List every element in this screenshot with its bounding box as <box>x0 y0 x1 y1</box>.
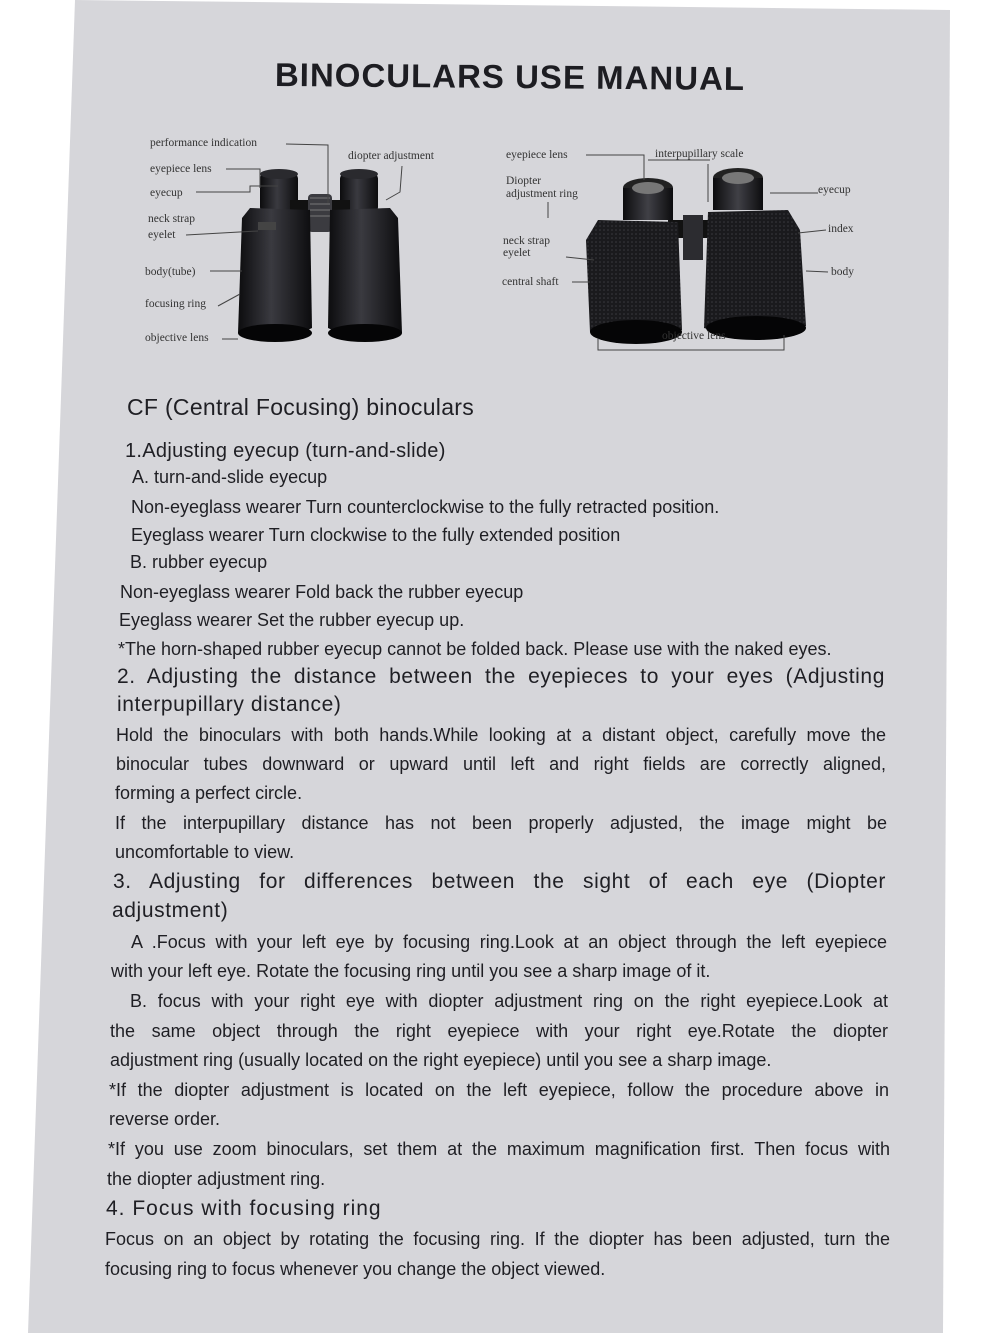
label-index: index <box>828 223 854 235</box>
label-eyepiece-lens: eyepiece lens <box>506 149 568 161</box>
text-line: with your left eye. Rotate the focusing ring until you see a sharp image of it. <box>111 961 711 981</box>
section-title: CF (Central Focusing) binoculars <box>127 394 475 420</box>
step-1b-heading: B. rubber eyecup <box>130 552 268 572</box>
text-line: If the interpupillary distance has not been properly adjusted, the image might be <box>115 813 887 833</box>
label-neck-strap-eyelet: eyelet <box>148 229 176 241</box>
note-line: reverse order. <box>109 1109 221 1129</box>
binoculars-diagram-right <box>498 140 868 355</box>
label-body: body <box>831 266 854 278</box>
label-eyecup: eyecup <box>818 184 851 196</box>
label-central-shaft: central shaft <box>502 276 559 288</box>
text-line: binocular tubes downward or upward until left and right fields are correctly aligned, <box>116 754 886 774</box>
text-line: Eyeglass wearer Set the rubber eyecup up. <box>119 610 465 630</box>
text-line: Non-eyeglass wearer Fold back the rubber eyecup <box>120 582 524 602</box>
note-line: *The horn-shaped rubber eyecup cannot be folded back. Please use with the naked eyes. <box>118 639 832 659</box>
note-line: *If the diopter adjustment is located on the left eyepiece, follow the procedure above in <box>109 1080 889 1100</box>
binoculars-diagram-left <box>140 128 470 353</box>
label-objective-lens: objective lens <box>145 332 209 344</box>
label-focusing-ring: focusing ring <box>145 298 207 310</box>
label-diopter: Diopter <box>506 175 542 187</box>
note-line: the diopter adjustment ring. <box>107 1169 326 1189</box>
step-3-heading-cont: adjustment) <box>112 899 229 922</box>
label-eyepiece-lens: eyepiece lens <box>150 163 212 175</box>
central-shaft-shape <box>683 215 703 260</box>
text-line: Focus on an object by rotating the focusing ring. If the diopter has been adjusted, turn the <box>105 1229 890 1249</box>
text-line: A .Focus with your left eye by focusing ring.Look at an object through the left eyepiece <box>131 932 887 952</box>
step-1-heading: 1.Adjusting eyecup (turn-and-slide) <box>125 440 446 462</box>
step-2-heading-cont: interpupillary distance) <box>117 693 342 716</box>
label-neck-strap: neck strap <box>148 213 195 225</box>
note-line: *If you use zoom binoculars, set them at the maximum magnification first. Then focus with <box>108 1139 890 1159</box>
step-1a-heading: A. turn-and-slide eyecup <box>132 467 328 487</box>
label-neck-strap: neck strap <box>503 235 550 247</box>
label-eyecup: eyecup <box>150 187 183 199</box>
label-body-tube: body(tube) <box>145 266 196 278</box>
label-diopter-adjustment-ring: adjustment ring <box>506 188 578 200</box>
label-performance-indication: performance indication <box>150 137 257 149</box>
label-diopter-adjustment: diopter adjustment <box>348 150 434 162</box>
text-line: focusing ring to focus whenever you change the object viewed. <box>105 1259 606 1279</box>
text-line: Non-eyeglass wearer Turn counterclockwise to the fully retracted position. <box>131 497 720 517</box>
text-line: uncomfortable to view. <box>115 842 295 862</box>
text-line: adjustment ring (usually located on the right eyepiece) until you see a sharp image. <box>110 1050 772 1070</box>
step-4-heading: 4. Focus with focusing ring <box>106 1197 382 1220</box>
page-title: BINOCULARS USE MANUAL <box>274 55 746 98</box>
right-body-shape <box>328 208 402 337</box>
text-line: Eyeglass wearer Turn clockwise to the fully extended position <box>131 525 621 545</box>
step-3-heading: 3. Adjusting for differences between the sight of each eye (Diopter <box>113 870 886 893</box>
text-line: B. focus with your right eye with diopter adjustment ring on the right eyepiece.Look at <box>130 991 888 1011</box>
label-neck-strap-eyelet: eyelet <box>503 247 531 259</box>
text-line: forming a perfect circle. <box>115 783 303 803</box>
label-objective-lens: objective lens <box>662 330 726 342</box>
label-interpupillary-scale: interpupillary scale <box>655 148 744 160</box>
step-2-heading: 2. Adjusting the distance between the eyepieces to your eyes (Adjusting <box>117 665 885 688</box>
text-line: the same object through the right eyepiece with your right eye.Rotate the diopter <box>110 1021 888 1041</box>
text-line: Hold the binoculars with both hands.While looking at a distant object, carefully move the <box>116 725 886 745</box>
